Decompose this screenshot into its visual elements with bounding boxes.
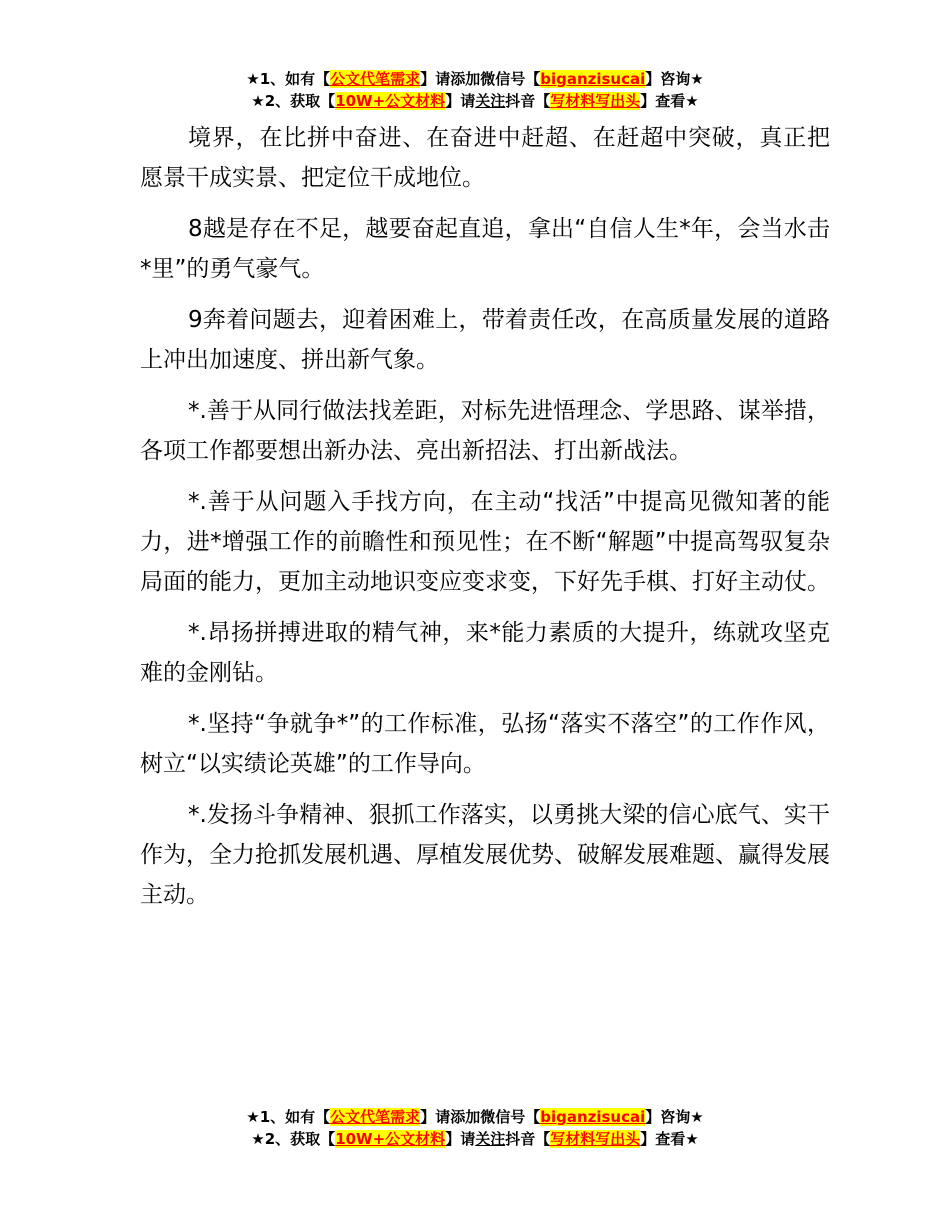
underline-follow: 关注	[475, 92, 506, 110]
paragraph: 8越是存在不足，越要奋起直追，拿出“自信人生*年，会当水击*里”的勇气豪气。	[140, 216, 830, 282]
banner-line-2: ★2、获取【10W+公文材料】请关注抖音【写材料写出头】查看★	[251, 1130, 699, 1148]
paragraph: 境界，在比拼中奋进、在奋进中赶超、在赶超中突破，真正把愿景干成实景、把定位干成地位。	[140, 125, 830, 191]
highlight-douyin-account: 写材料写出头	[550, 1130, 641, 1148]
banner-line-2: ★2、获取【10W+公文材料】请关注抖音【写材料写出头】查看★	[251, 92, 699, 110]
banner-line-1: ★1、如有【公文代笔需求】请添加微信号【biganzisucai】咨询★	[246, 1108, 704, 1126]
document-body	[140, 118, 830, 926]
paragraph: 9奔着问题去，迎着困难上，带着责任改，在高质量发展的道路上冲出加速度、拼出新气象。	[140, 307, 830, 373]
banner-line-1: ★1、如有【公文代笔需求】请添加微信号【biganzisucai】咨询★	[246, 70, 704, 88]
paragraph: *.昂扬拼搏进取的精气神，来*能力素质的大提升，练就攻坚克难的金刚钻。	[140, 620, 830, 686]
highlight-materials: 10W+公文材料	[335, 92, 446, 110]
highlight-ghostwriting: 公文代笔需求	[330, 70, 421, 88]
paragraph: *.发扬斗争精神、狠抓工作落实，以勇挑大梁的信心底气、实干作为，全力抢抓发展机遇、厚植发展优势、破解发展难题、赢得发展主动。	[140, 802, 830, 908]
highlight-wechat-id: biganzisucai	[540, 70, 646, 88]
underline-follow: 关注	[475, 1130, 506, 1148]
header-banner	[0, 68, 950, 112]
paragraph: *.善于从问题入手找方向，在主动“找活”中提高见微知著的能力，进*增强工作的前瞻性和预见性；在不断“解题”中提高驾驭复杂局面的能力，更加主动地识变应变求变，下好先手棋、打好主动仗。	[140, 489, 830, 595]
highlight-materials: 10W+公文材料	[335, 1130, 446, 1148]
highlight-wechat-id: biganzisucai	[540, 1108, 646, 1126]
paragraph: *.善于从同行做法找差距，对标先进悟理念、学思路、谋举措，各项工作都要想出新办法、亮出新招法、打出新战法。	[140, 398, 830, 464]
highlight-ghostwriting: 公文代笔需求	[330, 1108, 421, 1126]
paragraph: *.坚持“争就争*”的工作标准，弘扬“落实不落空”的工作作风，树立“以实绩论英雄”的工作导向。	[140, 711, 830, 777]
highlight-douyin-account: 写材料写出头	[550, 92, 641, 110]
footer-banner	[0, 1106, 950, 1150]
